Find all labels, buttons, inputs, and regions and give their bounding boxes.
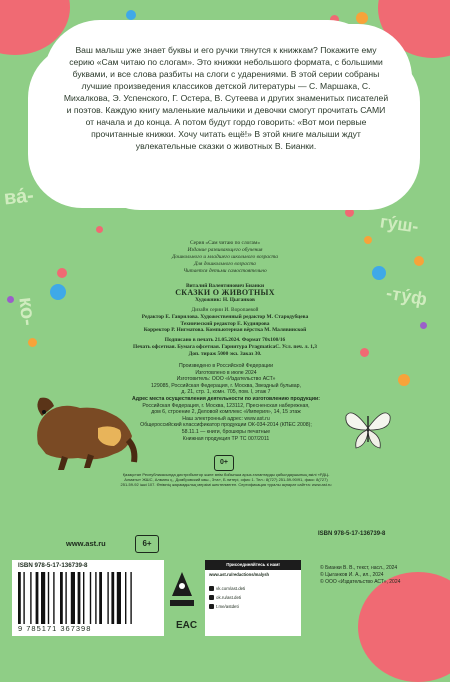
telegram-icon <box>209 604 214 609</box>
ok-icon <box>209 595 214 600</box>
barcode-number: 9 785171 367398 <box>18 624 92 633</box>
deco-syllable-ko: ко- <box>14 296 40 327</box>
barcode-bar <box>125 572 126 624</box>
print-line: Печать офсетная. Бумага офсетная. Гарнитура PragmaticaC. Усл. печ. л. 1,3 <box>133 344 317 351</box>
imprint-line: Произведено в Российской Федерации <box>179 363 273 369</box>
credit-line: Корректор Р. Нигматова. Компьютерная вёрстка М. Малявинской <box>143 327 307 334</box>
deco-syllable-va: ва́- <box>2 184 35 210</box>
decor-dot <box>126 10 136 20</box>
imprint-line: Наш электронный адрес: www.ast.ru <box>182 415 270 422</box>
barcode-bar <box>71 572 75 624</box>
decor-dot <box>35 154 43 162</box>
decor-dot <box>360 348 369 357</box>
intro-text: Ваш малыш уже знает буквы и его ручки тянутся к книжкам? Покажите ему серию «Сам читаю по слогам». Это книжки небольшого формата, с большими буквами, и все слова разбиты на слоги с ударениями. В этой серии собраны лучшие произведения классиков детской литературы — С. Маршака, С. Михалкова, Э. Успенского, Г. Остера, В. Сутеева и других знаменитых писателей и поэтов. Каждую книгу маленькие мальчики и девочки смогут прочитать САМИ от начала и до конца. А потом будут гордо говорить: «Вот мои первые прочитанные книжки. Хочу читать ещё!» В этой книге малыши ждут увлекательные сказки о животных В. Бианки. <box>63 45 389 151</box>
barcode-bar <box>18 572 21 624</box>
deco-syllable-gush: гу́ш- <box>378 211 420 237</box>
copyright-line: © Цыганков И. А., ил., 2024 <box>320 572 384 578</box>
barcode-panel <box>12 560 164 636</box>
imprint-line: Российская Федерация, г. Москва, 123112, Пресненская набережная, <box>142 402 310 409</box>
decor-dot <box>414 256 424 266</box>
social-tg-label: t.me/astdeti <box>216 604 239 609</box>
barcode-bar <box>60 572 63 624</box>
malysh-logo-icon <box>168 566 196 610</box>
age-rating-6: 6+ <box>135 535 159 553</box>
barcode-icon <box>18 572 158 624</box>
imprint-line: Изготовитель: ООО «Издательство АСТ» <box>176 376 276 383</box>
decor-dot <box>372 266 386 280</box>
decor-dot <box>364 236 372 244</box>
copyright-block <box>320 565 440 586</box>
decor-dot <box>96 226 103 233</box>
series-line: Дошкольного и младшего школьного возраста <box>171 253 279 260</box>
series-line: Читается детьми самостоятельно <box>183 267 267 274</box>
distributor-small-print: Қазақстан Республикасында дистрибьютор және өнім бойынша арыз-талаптарды қабылдаушының өкілі «РДЦ-Алматы» ЖШС, Алматы қ., Домбровский көш., 3«а», Б литері, офис 1. Тел.: 8(727) 251-59-90/91, факс: 8(727) 251-59-92 ішкі 107. Өнімнің жарамдылық мерзімі шектелмеген. Сертификация туралы ақпарат сайтта: www.ast.ru <box>120 472 332 487</box>
social-ok[interactable] <box>209 595 241 600</box>
barcode-bar <box>78 572 81 624</box>
credit-line: Редактор Е. Гаврилова. Художественный редактор М. Стародубцева <box>141 313 309 320</box>
decor-dot <box>356 12 368 24</box>
barcode-bar <box>90 572 91 624</box>
barcode-isbn: ISBN 978-5-17-136739-8 <box>18 562 88 569</box>
imprint-line: Книжная продукция ТР ТС 007/2011 <box>182 435 270 442</box>
decor-dot <box>72 200 79 207</box>
credit-line: Дизайн серии И. Воропаевой <box>191 306 259 313</box>
barcode-bar <box>36 572 39 624</box>
butterfly-illustration <box>342 402 394 454</box>
series-block <box>95 240 355 275</box>
isbn-text: ISBN 978-5-17-136739-8 <box>318 531 386 537</box>
series-line: Издание развивающего обучения <box>187 246 263 253</box>
imprint-line: 58.11.1 — книги, брошюры печатные <box>181 428 271 435</box>
social-tg[interactable] <box>209 604 239 609</box>
print-line: Доп. тираж 5000 экз. Заказ 30. <box>188 351 262 358</box>
social-panel <box>205 560 301 636</box>
barcode-bar <box>30 572 31 624</box>
barcode-bar <box>48 572 49 624</box>
illustrator-line: Художник: Н. Цыганков <box>195 296 255 303</box>
age-rating-badge: 0+ <box>214 455 234 471</box>
credit-line: Технический редактор Е. Кудиярова <box>180 320 270 327</box>
deco-syllable-tuf: -ту́ф <box>384 282 429 310</box>
imprint-line: дом 6, строение 2, Деловой комплекс «Империя», 14, 15 этаж <box>151 409 301 416</box>
barcode-bar <box>41 572 45 624</box>
barcode-bar <box>117 572 121 624</box>
barcode-bar <box>99 572 102 624</box>
imprint-line: д. 21, стр. 1, комн. 705, пом. I, этаж 7 <box>181 389 271 396</box>
decor-dot <box>57 268 67 278</box>
corner-blob-top-left <box>0 0 70 55</box>
decor-dot <box>28 338 37 347</box>
marten-illustration <box>28 384 138 472</box>
imprint-line: Общероссийский классификатор продукции ОК-034-2014 (КПЕС 2008); <box>140 422 312 429</box>
social-vk[interactable] <box>209 586 245 591</box>
imprint-line: Адрес места осуществления деятельности по изготовлению продукции: <box>132 395 320 402</box>
barcode-bar <box>107 572 108 624</box>
barcode-bar <box>130 572 131 624</box>
print-line: Подписано в печать 21.05.2024. Формат 70х100/16 <box>164 337 286 344</box>
copyright-line: © Бианки В. В., текст, насл., 2024 <box>320 565 398 571</box>
vk-icon <box>209 586 214 591</box>
decor-dot <box>345 208 354 217</box>
barcode-bar <box>95 572 96 624</box>
imprint-line: Изготовлено в июле 2024 <box>195 369 257 376</box>
copyright-line: © ООО «Издательство АСТ», 2024 <box>320 579 401 585</box>
series-line: Для дошкольного возраста <box>194 260 256 267</box>
redactions-link[interactable]: www.ast.ru/redactions/malysh <box>209 572 270 577</box>
corner-blob-bottom-right <box>358 572 450 682</box>
social-ok-label: ok.ru/ast.deti <box>216 595 242 600</box>
join-banner: Присоединяйтесь к нам! <box>205 560 301 570</box>
decor-dot <box>398 374 410 386</box>
eac-mark: EAC <box>176 620 198 631</box>
author-name: Виталий Валентинович Бианки <box>185 283 265 289</box>
barcode-bar <box>23 572 24 624</box>
barcode-bar <box>111 572 114 624</box>
decor-dot <box>420 322 427 329</box>
series-line: Серия «Сам читаю по слогам» <box>189 240 261 246</box>
barcode-bar <box>53 572 54 624</box>
decor-dot <box>330 15 339 24</box>
barcode-bar <box>65 572 66 624</box>
publisher-site[interactable]: www.ast.ru <box>66 539 106 548</box>
barcode-bar <box>83 572 84 624</box>
imprint-line: 129085, Российская Федерация, г. Москва, Звездный бульвар, <box>151 382 301 389</box>
decor-dot <box>50 284 66 300</box>
book-title: СКАЗКИ О ЖИВОТНЫХ <box>175 287 275 297</box>
credits-block <box>95 283 355 358</box>
social-vk-label: vk.com/ast.deti <box>216 586 246 591</box>
